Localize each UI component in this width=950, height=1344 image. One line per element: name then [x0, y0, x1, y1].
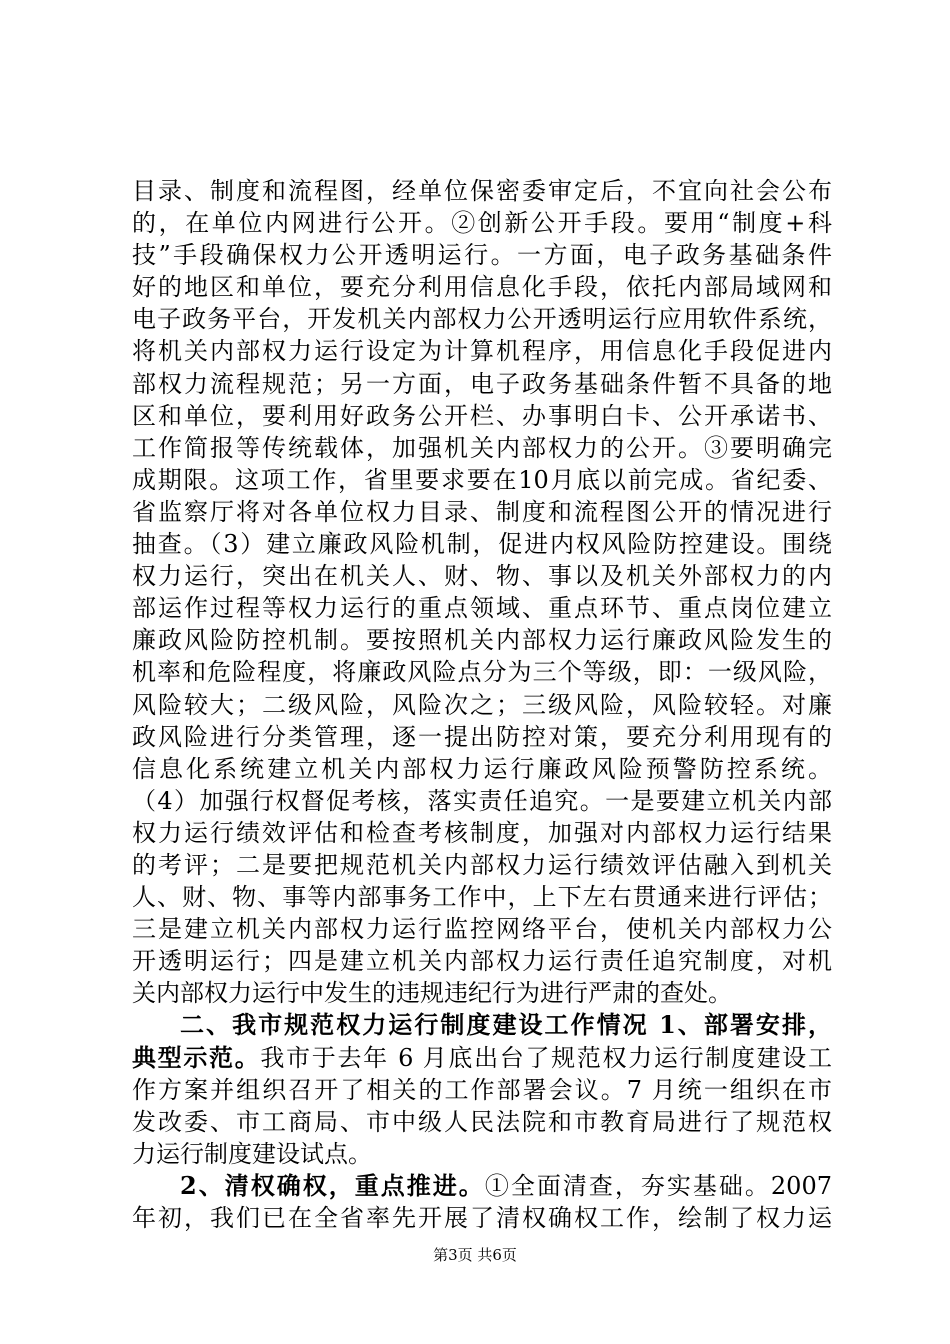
text-line [132, 624, 832, 656]
text-line [132, 945, 832, 977]
text-segment: （4）加强行权督促考核，落实责任追究。一是要建立机关内部 [132, 786, 832, 815]
text-line [132, 464, 832, 496]
text-line [132, 592, 832, 624]
text-segment: 权力运行绩效评估和检查考核制度，加强对内部权力运行结果 [132, 818, 832, 847]
text-segment: 权力运行，突出在机关人、财、物、事以及机关外部权力的内 [132, 562, 832, 591]
text-segment: 的考评；二是要把规范机关内部权力运行绩效评估融入到机关 [132, 850, 832, 879]
document-body [132, 175, 832, 1234]
text-segment: 风险较大；二级风险，风险次之；三级风险，风险较轻。对廉 [132, 690, 832, 719]
text-line [132, 785, 832, 817]
text-segment: 抽查。（3）建立廉政风险机制，促进内权风险防控建设。围绕 [132, 530, 832, 559]
text-line [132, 753, 832, 785]
bold-text-segment: 二、我市规范权力运行制度建设工作情况 1、部署安排， [180, 1010, 832, 1040]
text-segment: 的，在单位内网进行公开。②创新公开手段。要用“制度+科 [132, 209, 832, 238]
text-line [132, 303, 832, 335]
text-line [132, 1170, 832, 1202]
text-segment: 人、财、物、事等内部事务工作中，上下左右贯通来进行评估； [132, 883, 832, 912]
text-line [132, 977, 832, 1009]
text-segment: 工作简报等传统载体，加强机关内部权力的公开。③要明确完 [132, 433, 832, 462]
text-line [132, 817, 832, 849]
text-segment: 力运行制度建设试点。 [132, 1139, 372, 1168]
text-line [132, 400, 832, 432]
text-line [132, 239, 832, 271]
text-segment: 省监察厅将对各单位权力目录、制度和流程图公开的情况进行 [132, 497, 832, 526]
text-line [132, 175, 832, 207]
text-segment: 将机关内部权力运行设定为计算机程序，用信息化手段促进内 [132, 337, 832, 366]
text-segment: 我市于去年 6 月底出台了规范权力运行制度建设工 [260, 1043, 832, 1072]
text-line [132, 207, 832, 239]
text-segment: 机率和危险程度，将廉政风险点分为三个等级，即：一级风险， [132, 658, 832, 687]
text-line [132, 1009, 832, 1041]
text-line [132, 271, 832, 303]
text-segment: 作方案并组织召开了相关的工作部署会议。7 月统一组织在市 [132, 1075, 832, 1104]
text-line [132, 528, 832, 560]
text-line [132, 689, 832, 721]
text-line [132, 1138, 832, 1170]
text-line [132, 849, 832, 881]
bold-text-segment: 2、清权确权，重点推进。 [180, 1170, 485, 1200]
text-line [132, 1074, 832, 1106]
text-segment: 开透明运行；四是建立机关内部权力运行责任追究制度，对机 [132, 947, 832, 976]
text-line [132, 881, 832, 913]
text-segment: 三是建立机关内部权力运行监控网络平台，使机关内部权力公 [132, 915, 832, 944]
text-segment: 成期限。这项工作，省里要求要在10月底以前完成。省纪委、 [132, 465, 832, 494]
text-segment: 发改委、市工商局、市中级人民法院和市教育局进行了规范权 [132, 1107, 832, 1136]
text-segment: 信息化系统建立机关内部权力运行廉政风险预警防控系统。 [132, 754, 832, 783]
text-line [132, 560, 832, 592]
text-segment: 关内部权力运行中发生的违规违纪行为进行严肃的查处。 [132, 979, 732, 1008]
text-segment: ①全面清查，夯实基础。2007 [484, 1171, 832, 1200]
text-line [132, 432, 832, 464]
text-line [132, 496, 832, 528]
text-segment: 部运作过程等权力运行的重点领域、重点环节、重点岗位建立 [132, 594, 832, 623]
text-line [132, 1202, 832, 1234]
text-line [132, 656, 832, 688]
text-line [132, 913, 832, 945]
text-line [132, 1042, 832, 1074]
text-segment: 目录、制度和流程图，经单位保密委审定后，不宜向社会公布 [132, 177, 832, 205]
text-segment: 电子政务平台，开发机关内部权力公开透明运行应用软件系统， [132, 305, 832, 334]
text-line [132, 335, 832, 367]
text-line [132, 721, 832, 753]
text-line [132, 1106, 832, 1138]
text-segment: 政风险进行分类管理，逐一提出防控对策，要充分利用现有的 [132, 722, 832, 751]
text-segment: 好的地区和单位，要充分利用信息化手段，依托内部局域网和 [132, 273, 832, 302]
text-segment: 区和单位，要利用好政务公开栏、办事明白卡、公开承诺书、 [132, 401, 832, 430]
text-segment: 技”手段确保权力公开透明运行。一方面，电子政务基础条件 [132, 241, 832, 270]
page-footer: 第3页 共6页 [433, 1246, 517, 1264]
text-segment: 廉政风险防控机制。要按照机关内部权力运行廉政风险发生的 [132, 626, 832, 655]
bold-text-segment: 典型示范。 [132, 1042, 261, 1072]
text-segment: 年初，我们已在全省率先开展了清权确权工作，绘制了权力运 [132, 1204, 832, 1232]
text-line [132, 368, 832, 400]
text-segment: 部权力流程规范；另一方面，电子政务基础条件暂不具备的地 [132, 369, 832, 398]
